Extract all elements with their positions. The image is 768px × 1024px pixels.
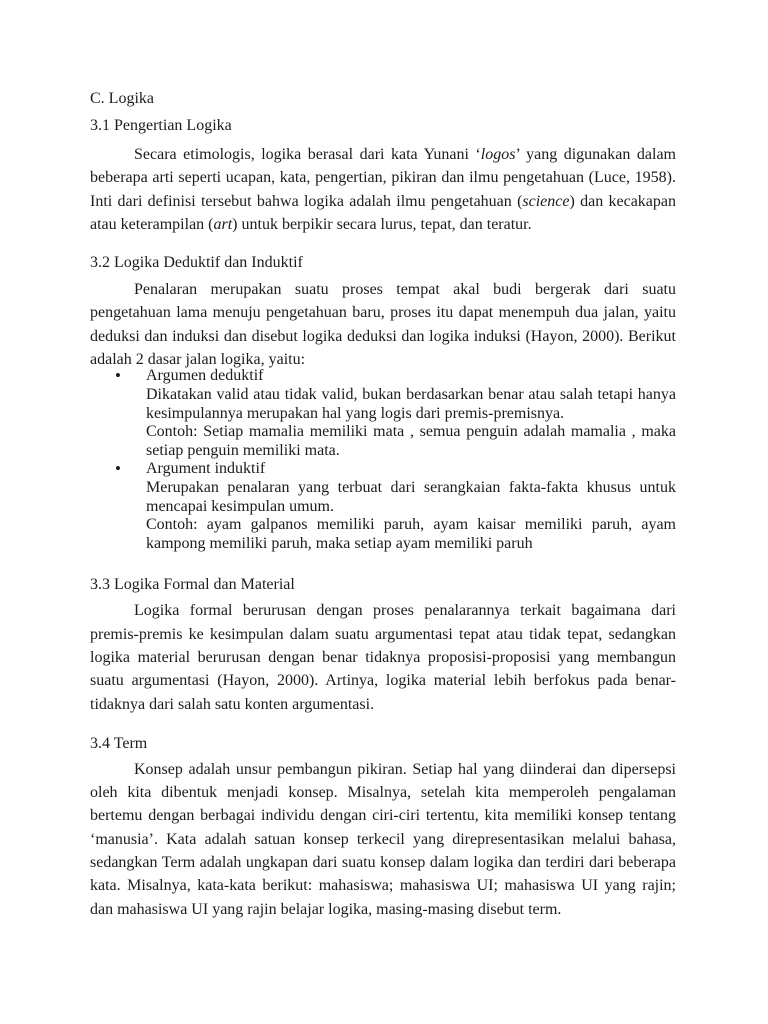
bullet-item-argumen-deduktif (90, 367, 676, 460)
bullet-title: • Argumen deduktif (146, 367, 264, 385)
section-c-heading: C. Logika (90, 90, 154, 107)
section-3-1-paragraph: Secara etimologis, logika berasal dari kata Yunani ‘logos’ yang digunakan dalam beberapa arti seperti ucapan, kata, pengertian, pikiran dan ilmu pengetahuan (Luce, 1958). Inti dari definisi tersebut bahwa logika adalah ilmu pengetahuan (science) dan kecakapan atau keterampilan (art) untuk berpikir secara lurus, tepat, dan teratur. (90, 146, 677, 233)
bullet-body: Dikatakan valid atau tidak valid, bukan berdasarkan benar atau salah tetapi hanya kesimpulannya merupakan hal yang logis dari premis-premisnya. (146, 385, 676, 422)
logic-bullet-list (90, 367, 676, 553)
bullet-example: Contoh: Setiap mamalia memiliki mata , semua penguin adalah mamalia , maka setiap penguin memiliki mata. (146, 423, 676, 459)
bullet-example: Contoh: ayam galpanos memiliki paruh, ayam kaisar memiliki paruh, ayam kampong memiliki paruh, maka setiap ayam memiliki paruh (146, 516, 676, 552)
section-3-3-heading: 3.3 Logika Formal dan Material (90, 576, 295, 594)
bullet-item-argument-induktif (90, 460, 676, 553)
section-3-2-heading: 3.2 Logika Deduktif dan Induktif (90, 254, 303, 272)
bullet-title: • Argument induktif (146, 460, 266, 478)
section-3-4-paragraph: Konsep adalah unsur pembangun pikiran. Setiap hal yang diinderai dan dipersepsi oleh kita dibentuk menjadi konsep. Misalnya, setelah kita memperoleh pengalaman bertemu dengan berbagai individu dengan ciri-ciri tertentu, kita memiliki konsep tentang ‘manusia’. Kata adalah satuan konsep terkecil yang direpresentasikan melalui bahasa, sedangkan Term adalah ungkapan dari suatu konsep dalam logika dan terdiri dari beberapa kata. Misalnya, kata-kata berikut: mahasiswa; mahasiswa UI; mahasiswa UI yang rajin; dan mahasiswa UI yang rajin belajar logika, masing-masing disebut term. (90, 760, 676, 918)
bullet-body: Merupakan penalaran yang terbuat dari serangkaian fakta-fakta khusus untuk mencapai kesimpulan umum. (146, 478, 676, 515)
section-3-2-paragraph: Penalaran merupakan suatu proses tempat akal budi bergerak dari suatu pengetahuan lama menuju pengetahuan baru, proses itu dapat menempuh dua jalan, yaitu deduksi dan induksi dan disebut logika deduksi dan logika induksi (Hayon, 2000). Berikut adalah 2 dasar jalan logika, yaitu: (90, 281, 676, 369)
section-3-1-heading: 3.1 Pengertian Logika (90, 117, 232, 134)
section-3-3-paragraph: Logika formal berurusan dengan proses penalarannya terkait bagaimana dari premis-premis ke kesimpulan dalam suatu argumentasi tepat atau tidak tepat, sedangkan logika material berurusan dengan benar tidaknya proposisi-proposisi yang membangun suatu argumentasi (Hayon, 2000). Artinya, logika material lebih berfokus pada benar-tidaknya dari salah satu konten argumentasi. (90, 602, 676, 713)
section-3-4-heading: 3.4 Term (90, 734, 148, 752)
